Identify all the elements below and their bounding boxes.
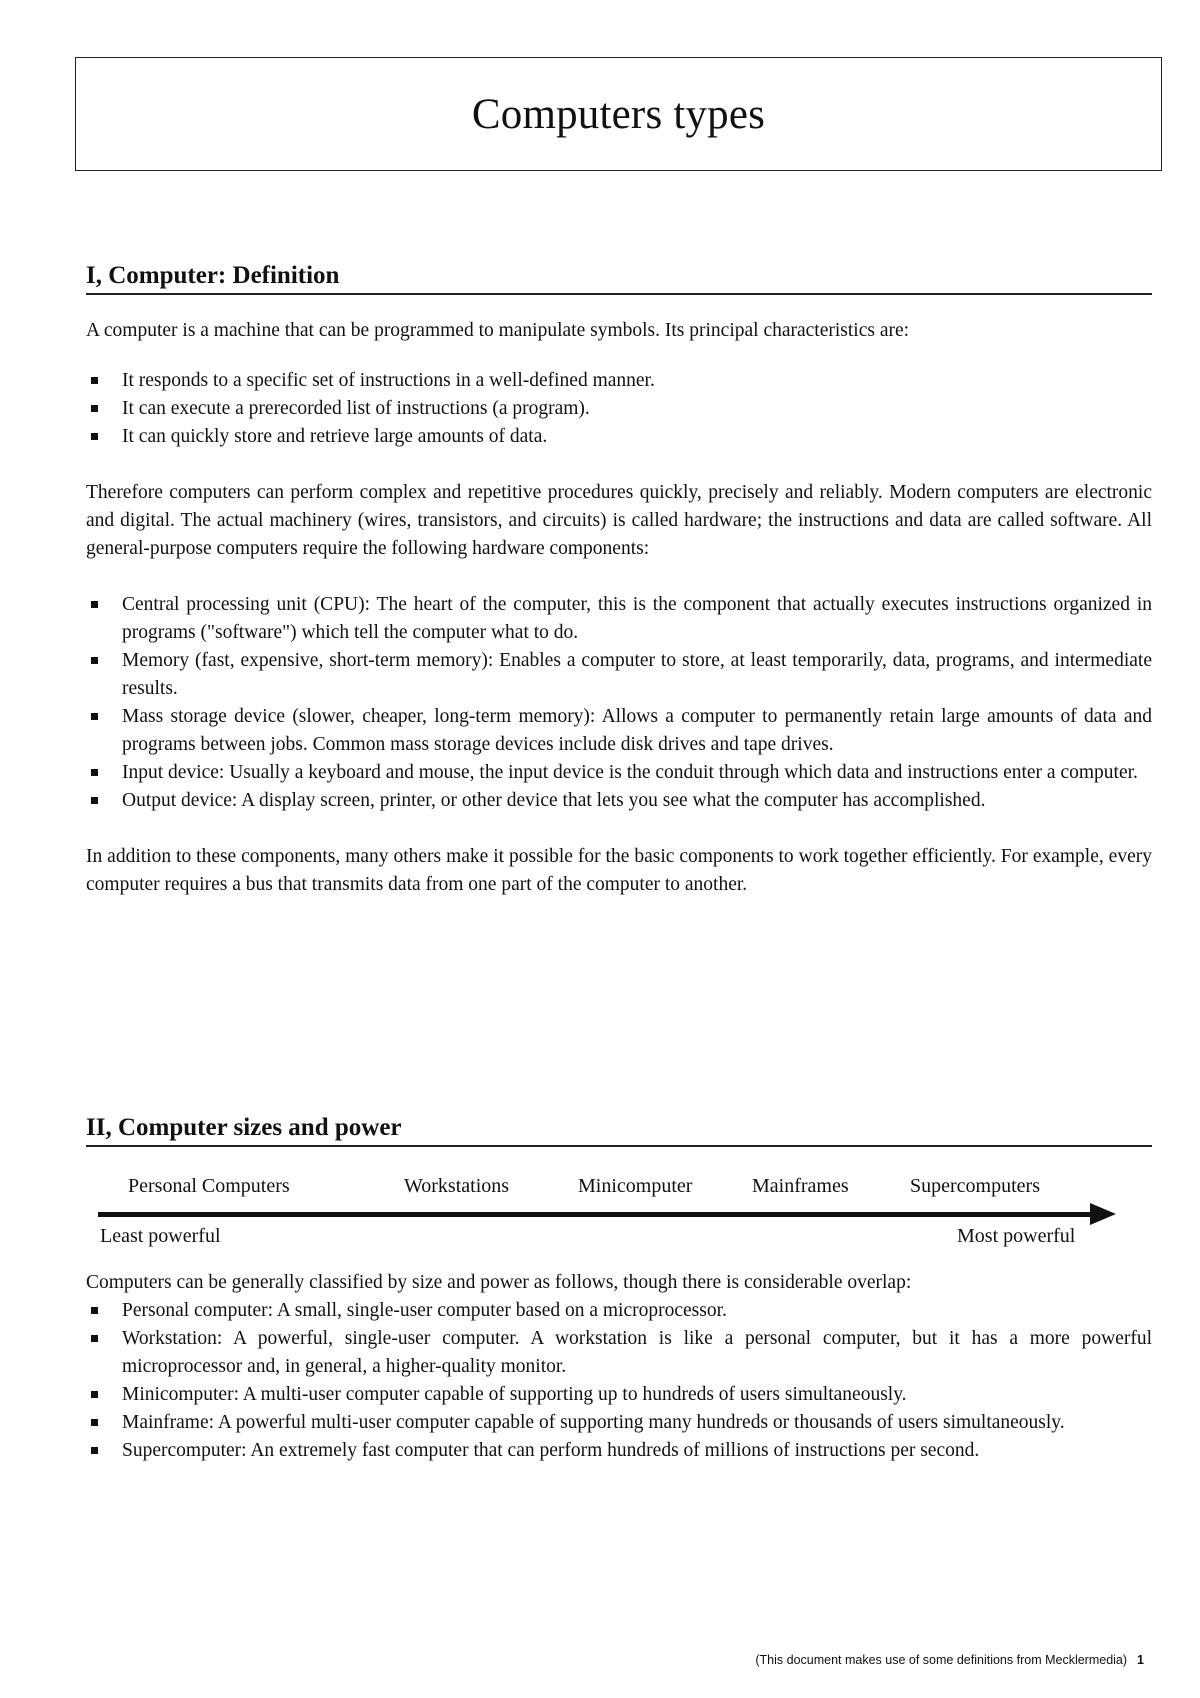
scale-label-workstations: Workstations — [404, 1175, 510, 1197]
section-heading-definition: I, Computer: Definition — [86, 262, 1152, 295]
computer-types-list — [86, 1297, 1152, 1465]
title-box — [75, 57, 1162, 171]
footer-note: (This document makes use of some definitions from Mecklermedia) — [755, 1653, 1128, 1667]
scale-most-label: Most powerful — [957, 1225, 1076, 1247]
list-item: Central processing unit (CPU): The heart of the computer, this is the component that actually executes instructions organized in programs ("software") which tell the computer what to do. — [86, 591, 1152, 647]
list-item: Mainframe: A powerful multi-user computer capable of supporting many hundreds or thousands of users simultaneously. — [86, 1409, 1152, 1437]
characteristics-list — [86, 367, 1152, 451]
section-sizes-power — [86, 1114, 1152, 1465]
list-item: Output device: A display screen, printer, or other device that lets you see what the computer has accomplished. — [86, 787, 1152, 815]
list-item: It can quickly store and retrieve large amounts of data. — [86, 423, 1152, 451]
hardware-paragraph: Therefore computers can perform complex and repetitive procedures quickly, precisely and reliably. Modern computers are electronic and digital. The actual machinery (wires, transistors, and circuits) is called hardware; the instructions and data are called software. All general-purpose computers require the following hardware components: — [86, 482, 1152, 559]
scale-arrow-line — [98, 1212, 1098, 1217]
list-item: It can execute a prerecorded list of instructions (a program). — [86, 395, 1152, 423]
list-item: Workstation: A powerful, single-user computer. A workstation is like a personal computer, but it has a more powerful microprocessor and, in general, a higher-quality monitor. — [86, 1325, 1152, 1381]
list-item: Memory (fast, expensive, short-term memory): Enables a computer to store, at least temporarily, data, programs, and intermediate results. — [86, 647, 1152, 703]
page-footer — [755, 1653, 1144, 1667]
page-number: 1 — [1137, 1653, 1144, 1667]
section-heading-sizes: II, Computer sizes and power — [86, 1114, 1152, 1147]
scale-label-mainframes: Mainframes — [752, 1175, 849, 1197]
list-item: Mass storage device (slower, cheaper, long-term memory): Allows a computer to permanently retain large amounts of data and programs between jobs. Common mass storage devices include disk drives and tape drives. — [86, 703, 1152, 759]
scale-label-supercomputers: Supercomputers — [910, 1175, 1040, 1197]
arrow-right-icon — [1090, 1203, 1116, 1225]
definition-intro: A computer is a machine that can be programmed to manipulate symbols. Its principal characteristics are: — [86, 320, 910, 341]
list-item: Minicomputer: A multi-user computer capable of supporting up to hundreds of users simultaneously. — [86, 1381, 1152, 1409]
sizes-intro: Computers can be generally classified by size and power as follows, though there is considerable overlap: — [86, 1272, 912, 1293]
document-title: Computers types — [471, 90, 766, 138]
list-item: It responds to a specific set of instructions in a well-defined manner. — [86, 367, 1152, 395]
power-scale-diagram — [86, 1175, 1152, 1265]
scale-label-personal: Personal Computers — [128, 1175, 290, 1197]
list-item: Supercomputer: An extremely fast computer that can perform hundreds of millions of instructions per second. — [86, 1437, 1152, 1465]
list-item: Personal computer: A small, single-user computer based on a microprocessor. — [86, 1297, 1152, 1325]
components-list — [86, 591, 1152, 815]
section-definition — [86, 262, 1152, 899]
scale-label-minicomputer: Minicomputer — [578, 1175, 693, 1197]
scale-least-label: Least powerful — [100, 1225, 221, 1247]
bus-paragraph: In addition to these components, many others make it possible for the basic components to work together efficiently. For example, every computer requires a bus that transmits data from one part of the computer to another. — [86, 846, 1152, 895]
list-item: Input device: Usually a keyboard and mouse, the input device is the conduit through which data and instructions enter a computer. — [86, 759, 1152, 787]
